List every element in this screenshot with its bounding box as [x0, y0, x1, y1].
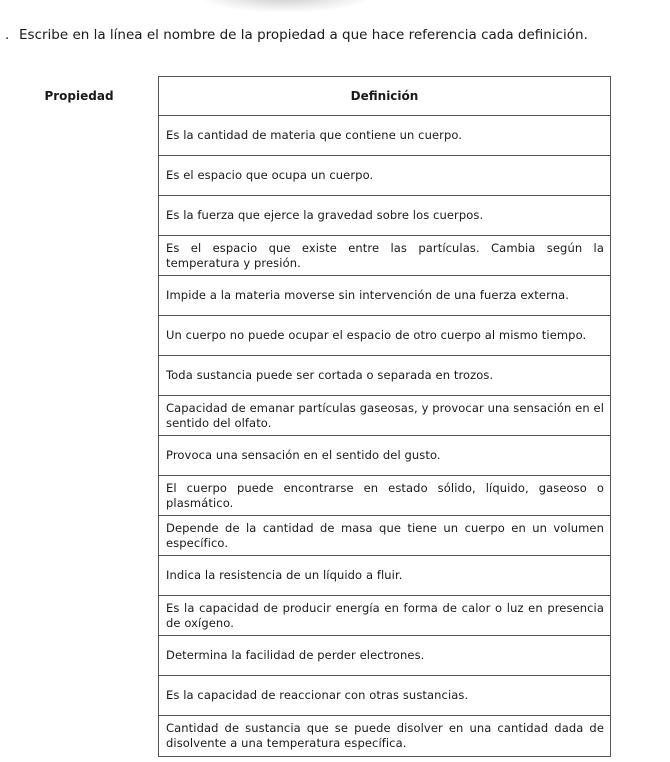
instruction-text [5, 26, 605, 45]
property-answer-cell[interactable] [0, 716, 159, 757]
table-row [0, 116, 611, 156]
definition-cell: Impide a la materia moverse sin intervención de una fuerza externa. [159, 276, 611, 316]
definition-cell: Cantidad de sustancia que se puede disolver en una cantidad dada de disolvente a una temperatura específica. [159, 716, 611, 757]
header-property: Propiedad [0, 77, 159, 116]
table-row [0, 396, 611, 436]
property-answer-cell[interactable] [0, 116, 159, 156]
property-answer-cell[interactable] [0, 636, 159, 676]
table-row [0, 436, 611, 476]
definition-cell: El cuerpo puede encontrarse en estado sólido, líquido, gaseoso o plasmático. [159, 476, 611, 516]
property-answer-cell[interactable] [0, 156, 159, 196]
definition-cell: Capacidad de emanar partículas gaseosas, y provocar una sensación en el sentido del olfato. [159, 396, 611, 436]
table-row [0, 596, 611, 636]
header-definition: Definición [159, 77, 611, 116]
table-row [0, 636, 611, 676]
definition-cell: Es la capacidad de producir energía en forma de calor o luz en presencia de oxígeno. [159, 596, 611, 636]
page-curl-shadow [200, 0, 370, 12]
definition-cell: Es la cantidad de materia que contiene un cuerpo. [159, 116, 611, 156]
table-body [0, 116, 611, 757]
definition-cell: Toda sustancia puede ser cortada o separada en trozos. [159, 356, 611, 396]
table-row [0, 556, 611, 596]
table-row [0, 276, 611, 316]
property-answer-cell[interactable] [0, 396, 159, 436]
definition-cell: Provoca una sensación en el sentido del gusto. [159, 436, 611, 476]
property-answer-cell[interactable] [0, 476, 159, 516]
property-answer-cell[interactable] [0, 196, 159, 236]
table-row [0, 316, 611, 356]
definition-cell: Es la capacidad de reaccionar con otras sustancias. [159, 676, 611, 716]
property-answer-cell[interactable] [0, 236, 159, 276]
instruction-bullet: . [5, 27, 10, 43]
table-row [0, 716, 611, 757]
definition-cell: Determina la facilidad de perder electrones. [159, 636, 611, 676]
properties-table [0, 76, 611, 757]
instruction-body: Escribe en la línea el nombre de la propiedad a que hace referencia cada definición. [19, 27, 588, 43]
definition-cell: Un cuerpo no puede ocupar el espacio de otro cuerpo al mismo tiempo. [159, 316, 611, 356]
property-answer-cell[interactable] [0, 676, 159, 716]
property-answer-cell[interactable] [0, 596, 159, 636]
property-answer-cell[interactable] [0, 516, 159, 556]
table-row [0, 676, 611, 716]
property-answer-cell[interactable] [0, 356, 159, 396]
definition-cell: Es el espacio que existe entre las partículas. Cambia según la temperatura y presión. [159, 236, 611, 276]
property-answer-cell[interactable] [0, 276, 159, 316]
table-row [0, 196, 611, 236]
property-answer-cell[interactable] [0, 556, 159, 596]
definition-cell: Indica la resistencia de un líquido a fluir. [159, 556, 611, 596]
table-row [0, 476, 611, 516]
table-row [0, 236, 611, 276]
definition-cell: Es la fuerza que ejerce la gravedad sobre los cuerpos. [159, 196, 611, 236]
table-header-row [0, 77, 611, 116]
definition-cell: Es el espacio que ocupa un cuerpo. [159, 156, 611, 196]
definition-cell: Depende de la cantidad de masa que tiene un cuerpo en un volumen específico. [159, 516, 611, 556]
property-answer-cell[interactable] [0, 436, 159, 476]
table-row [0, 356, 611, 396]
table-row [0, 156, 611, 196]
table-row [0, 516, 611, 556]
property-answer-cell[interactable] [0, 316, 159, 356]
